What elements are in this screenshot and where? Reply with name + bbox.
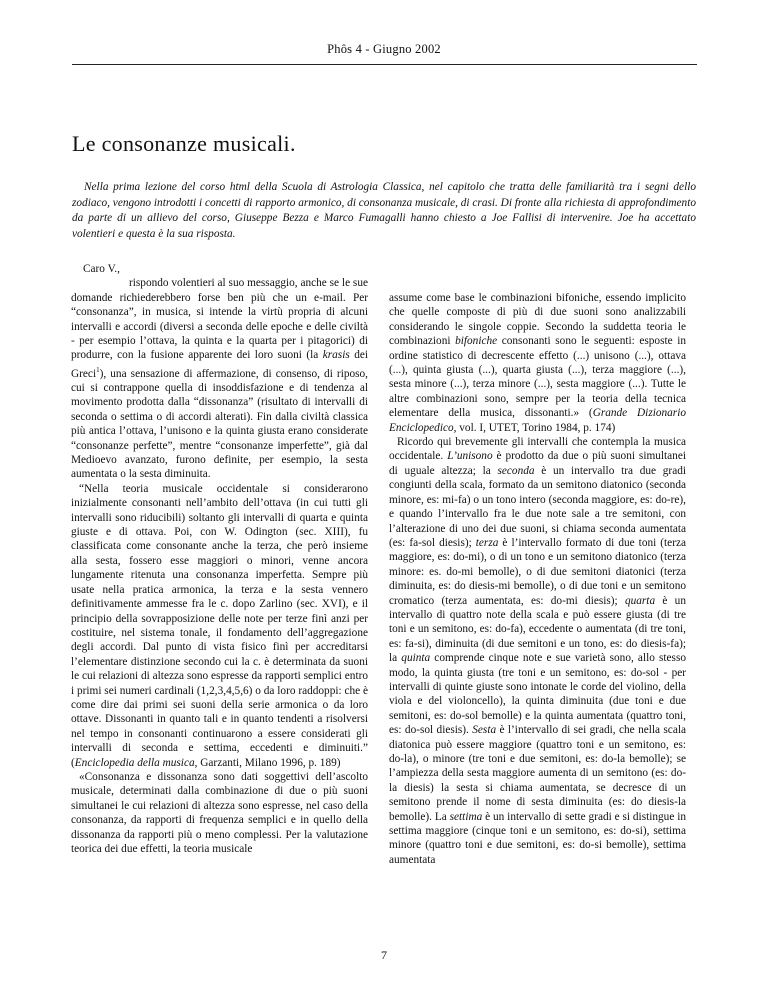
salutation: Caro V.,: [83, 263, 120, 275]
page-header: Phôs 4 - Giugno 2002: [327, 42, 441, 56]
paragraph-5: Ricordo qui brevemente gli intervalli che contempla la musica occidentale. L’unisono è prodotto da due o più suoni simultanei di uguale altezza; la seconda è un intervallo tra due gradi congiunti della scala, formato da un semitono diatonico (seconda minore, es: mi-fa) o un tono intero (seconda maggiore, es: do-re), e quando l’intervallo fra le due note sale a tre semitoni, con l’alterazione di uno dei due suoni, si chiama seconda aumentata (es: fa-sol diesis); terza è l’intervallo formato di due toni (terza maggiore, es: do-mi), o di un tono e un semitono diatonico (terza minore: es. do-mi bemolle), o di due semitoni diatonici (terza diminuita, es: do diesis-mi bemolle), o di due toni e un semitono cromatico (terza aumentata, es: do-mi diesis); quarta è un intervallo di quattro note della scala e può essere giusta (di tre toni e un semitono, es: do-fa), eccedente o aumentata (di tre toni, es: fa-si), diminuita (di due semitoni e un tono, es: do diesis-fa); la quinta comprende cinque note e sue varietà sono, allo stesso modo, la quinta giusta (tre toni e un semitono, es: do-sol - per intervalli di quinte giuste sono intonate le corde del violino, della viola e del violoncello), la quinta diminuita (due toni e due semitoni, es: do-sol bemolle) e la quinta aumentata (quattro toni, es: do-sol diesis). Sesta è l’intervallo di sei gradi, che nella scala diatonica può essere maggiore (quattro toni e un semitono, es: do-la), o minore (tre toni e due semitoni, es: do-la bemolle); se l’ampiezza della sesta maggiore aumenta di un semitono (es: do-la diesis) la sesta si chiama aumentata, se decresce di un semitono prende il nome di sesta diminuita (es: do diesis-la bemolle). La settima è un intervallo di sette gradi e si distingue in settima maggiore (cinque toni e un semitono, es: do-si), settima minore (quattro toni e due semitoni, es: do-si bemolle), settima aumentata: [389, 436, 686, 866]
paragraph-2: “Nella teoria musicale occidentale si considerarono inizialmente consonanti nell’ambito dell’ottava (in cui tutti gli intervalli sono riducibili) soltanto gli intervalli di quarta e quinta giuste e di ottava. Poi, con W. Odington (sec. XIII), fu classificata come consonante anche la terza, che però insieme alla sesta, fossero esse maggiori o minori, venne ancora lungamente ritenuta una consonanza imperfetta. Sempre più usate nella pratica armonica, la terza e la sesta vennero definitivamente ammesse fra le c. dopo Zarlino (sec. XVI), e il principio della sovrapposizione delle note per terze finì anzi per costituire, nel sistema tonale, il fondamento dell’aggregazione degli accordi. Dal punto di vista fisico finì per accreditarsi l’elementare distinzione secondo cui la c. è determinata da suoni le cui relazioni di altezza sono espresse da rapporti semplici entro i primi sei numeri cardinali (1,2,3,4,5,6) o da loro raddoppi: che è come dire dai primi sei suoni della serie armonica o da loro ottave. Dissonanti in quanto tali e in quanto tendenti a risolversi nel tempo in consonanti continuarono a essere considerati gli intervalli di seconda e settima, eccedenti e diminuiti.” (Enciclopedia della musica, Garzanti, Milano 1996, p. 189): [71, 482, 368, 769]
paragraph-4: assume come base le combinazioni bifoniche, essendo implicito che quelle composte di più di due suoni sono analizzabili considerando le singole coppie. Secondo la suddetta teoria le combinazioni bifoniche consonanti sono le seguenti: esposte in ordine statistico di decrescente effetto (...) unisono (...), ottava (...), quinta giusta (...), quarta giusta (...), terza maggiore (...), sesta minore (...), terza minore (...), sesta maggiore (...). Tutte le altre combinazioni sono, sempre per la teoria della tecnica elementare della musica, dissonanti.» (Grande Dizionario Enciclopedico, vol. I, UTET, Torino 1984, p. 174): [389, 292, 687, 434]
article-title: Le consonanze musicali.: [72, 131, 296, 156]
article-intro: Nella prima lezione del corso html della Scuola di Astrologia Classica, nel capitolo che tratta delle familiarità tra i segni dello zodiaco, vengono introdotti i concetti di rapporto armonico, di consonanza musicale, di crasi. Di fronte alla richiesta di approfondimento da parte di un allievo del corso, Giuseppe Bezza e Marco Fumagalli hanno chiesto a Joe Fallisi di intervenire. Joe ha accettato volentieri e questa è la sua risposta.: [72, 181, 696, 240]
paragraph-3: «Consonanza e dissonanza sono dati soggettivi dell’ascolto musicale, determinati dalla combinazione di due o più suoni simultanei le cui relazioni di altezza sono espresse, nel caso della consonanza, da rapporti di frequenza semplici e in quello della dissonanza da rapporti più o meno complessi. Per la valutazione teorica dei due effetti, la teoria musicale: [71, 770, 368, 856]
left-column: [71, 262, 368, 856]
right-column: [389, 291, 686, 867]
krasis-term: krasis: [322, 349, 350, 362]
citation-title: Grande Dizionario Enciclopedico: [389, 407, 686, 434]
header-divider: [72, 64, 697, 65]
paragraph-1: rispondo volentieri al suo messaggio, anche se le sue domande richiederebbero forse ben più che un e-mail. Per “consonanza”, in musica, si intende la virtù propria di alcuni intervalli e accordi (diversi a seconda delle epoche e delle civiltà - per esempio l’ottava, la quinta e la quarta per i pitagorici) di produrre, con la fusione apparente dei loro suoni (la krasis dei Greci$^1$), una sensazione di affermazione, di consenso, di riposo, cui si contrappone quella di insoddisfazione e di tendenza al movimento prodotta dalla “dissonanza” (risultato di intervalli di seconda o settima o di accordi alterati). Fin dalla civiltà classica più antica l’ottava, l’unisono e la quinta giusta erano considerate “consonanze perfette”, mentre “consonanze imperfette”, già dal Medioevo avanzato, furono definite, per esempio, la sesta aumentata o la sesta diminuita.: [71, 277, 368, 481]
footnote-marker: 1: [96, 365, 100, 374]
page-number: 7: [381, 948, 387, 962]
citation-title: Enciclopedia della musica: [74, 756, 195, 769]
